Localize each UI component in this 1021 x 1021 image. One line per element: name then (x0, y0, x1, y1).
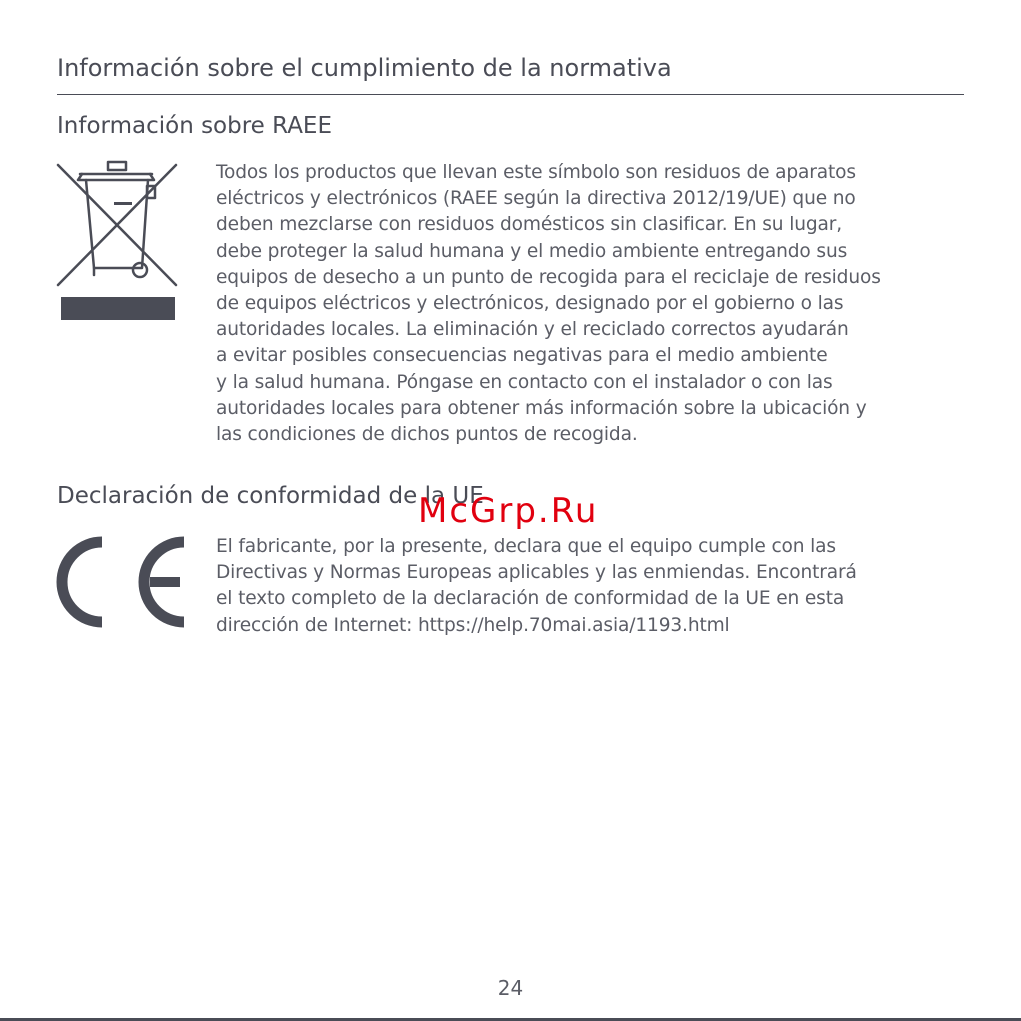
text-line: autoridades locales para obtener más información sobre la ubicación y (216, 397, 867, 419)
text-line: Todos los productos que llevan este símbolo son residuos de aparatos (216, 162, 856, 183)
text-line: El fabricante, por la presente, declara que el equipo cumple con las (216, 536, 836, 557)
page-title: Información sobre el cumplimiento de la normativa (57, 54, 672, 82)
text-line: autoridades locales. La eliminación y el reciclado correctos ayudarán (216, 319, 849, 341)
crossed-out-wheelie-bin-icon (56, 160, 178, 320)
text-line: el texto completo de la declaración de conformidad de la UE en esta (216, 588, 845, 610)
text-line: equipos de desecho a un punto de recogida para el reciclaje de residuos (216, 266, 881, 288)
title-divider (57, 94, 964, 95)
page-number: 24 (497, 976, 524, 1000)
text-line: y la salud humana. Póngase en contacto con el instalador o con las (216, 371, 833, 393)
watermark: McGrp.Ru (418, 491, 599, 531)
text-line: de equipos eléctricos y electrónicos, designado por el gobierno o las (216, 293, 844, 315)
ce-heading: Declaración de conformidad de la UE (57, 483, 484, 509)
text-line: deben mezclarse con residuos domésticos sin clasificar. En su lugar, (216, 214, 843, 236)
text-line: debe proteger la salud humana y el medio ambiente entregando sus (216, 240, 848, 262)
text-line: eléctricos y electrónicos (RAEE según la directiva 2012/19/UE) que no (216, 188, 856, 210)
ce-body-text (216, 534, 956, 639)
text-line: Directivas y Normas Europeas aplicables y las enmiendas. Encontrará (216, 562, 857, 584)
ce-mark-icon (56, 536, 190, 628)
weee-heading: Información sobre RAEE (57, 113, 332, 139)
text-line: dirección de Internet: https://help.70mai.asia/1193.html (216, 614, 730, 636)
weee-body-text (216, 160, 956, 448)
text-line: a evitar posibles consecuencias negativas para el medio ambiente (216, 345, 828, 367)
text-line: las condiciones de dichos puntos de recogida. (216, 424, 638, 446)
